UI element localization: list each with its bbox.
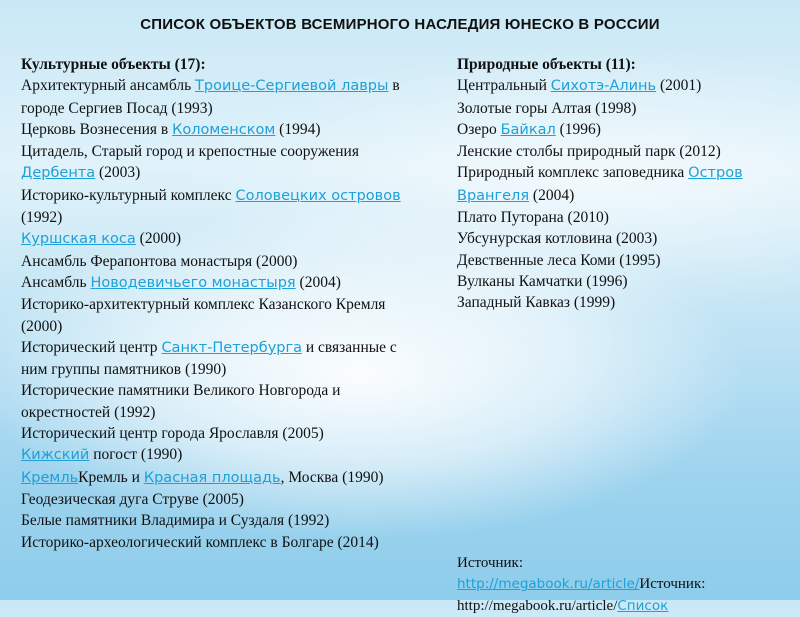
item-text: Архитектурный ансамбль [21, 77, 196, 95]
list-item [21, 185, 401, 229]
list-item [21, 423, 401, 444]
item-text: Ленские столбы природный парк (2012) [457, 143, 721, 161]
list-item [21, 228, 401, 250]
list-item [457, 250, 767, 271]
list-item [457, 271, 767, 292]
item-link[interactable]: Санкт-Петербурга [161, 339, 302, 356]
list-item [21, 119, 401, 141]
list-item [21, 380, 401, 423]
item-link[interactable]: Байкал [500, 121, 556, 138]
list-item [21, 75, 401, 119]
item-text: Исторический центр города Ярославля (2005) [21, 425, 324, 443]
natural-objects-list [457, 75, 767, 313]
item-text: Геодезическая дуга Струве (2005) [21, 490, 244, 508]
item-link[interactable]: Кремль [21, 469, 79, 486]
source-line-2 [457, 596, 787, 617]
item-text: Плато Путорана (2010) [457, 209, 609, 227]
item-text: погост (1990) [89, 446, 183, 464]
item-link[interactable]: Соловецких островов [235, 187, 401, 204]
item-text: Центральный [457, 77, 551, 95]
item-text: Природный комплекс заповедника [457, 164, 689, 182]
item-text: Историко-культурный комплекс [21, 186, 236, 204]
item-link[interactable]: Дербента [21, 165, 96, 182]
list-item [21, 444, 401, 466]
list-item [21, 251, 401, 272]
list-item [457, 207, 767, 228]
item-link[interactable]: Новодевичьего монастыря [90, 274, 296, 291]
list-item [21, 489, 401, 510]
item-text: Цитадель, Старый город и крепостные сооружения [21, 143, 359, 161]
item-text: Западный Кавказ (1999) [457, 294, 616, 312]
source-link-2[interactable]: Список [617, 597, 669, 614]
item-text: Историко-археологический комплекс в Болгаре (2014) [21, 533, 379, 551]
item-text: Ансамбль Ферапонтова монастыря (2000) [21, 252, 298, 270]
item-link[interactable]: Троице-Сергиевой лавры [195, 78, 389, 95]
list-item [457, 98, 767, 119]
natural-objects-heading: Природные объекты (11): [457, 56, 636, 73]
item-text: (2000) [135, 230, 181, 248]
item-text: (2004) [529, 186, 575, 204]
item-text: Исторические памятники Великого Новгорода и окрестностей (1992) [21, 382, 341, 421]
item-text: (1994) [275, 120, 321, 138]
list-item [21, 532, 401, 553]
item-text: (2004) [295, 273, 341, 291]
cultural-objects-column [21, 54, 401, 553]
source-line [457, 574, 787, 595]
item-link[interactable]: Кижский [21, 447, 90, 464]
item-text: Белые памятники Владимира и Суздаля (1992) [21, 512, 330, 530]
source-text-2: http://megabook.ru/article/ [457, 597, 618, 614]
item-text: Вулканы Камчатки (1996) [457, 272, 628, 290]
list-item [457, 75, 767, 97]
list-item [21, 337, 401, 381]
item-text: (2001) [656, 77, 702, 95]
item-text: (2003) [95, 164, 141, 182]
list-item [457, 141, 767, 162]
item-text: Ансамбль [21, 273, 91, 291]
source-label-2: Источник: [639, 576, 706, 593]
item-text: Церковь Вознесения в [21, 120, 173, 138]
item-link[interactable]: Куршская коса [21, 231, 136, 248]
list-item [21, 272, 401, 294]
item-text: и связанные с ним группы памятников (1990) [21, 338, 397, 379]
item-link[interactable]: Красная площадь [143, 469, 281, 486]
source-block [457, 553, 787, 617]
natural-objects-column [457, 54, 767, 314]
page-title: СПИСОК ОБЪЕКТОВ ВСЕМИРНОГО НАСЛЕДИЯ ЮНЕСКО В РОССИИ [140, 16, 660, 33]
cultural-objects-list [21, 75, 401, 553]
list-item [457, 162, 767, 207]
item-text: (1992) [21, 209, 63, 227]
list-item [457, 228, 767, 249]
item-text: (1996) [555, 120, 601, 138]
item-text: Исторический центр [21, 338, 162, 356]
item-text: Кремль и [78, 468, 144, 486]
source-label: Источник: [457, 555, 524, 571]
item-link[interactable]: Коломенском [172, 121, 276, 138]
cultural-objects-heading: Культурные объекты (17): [21, 56, 206, 73]
item-text: Озеро [457, 120, 501, 138]
item-text: , Москва (1990) [280, 468, 384, 486]
item-text: Историко-архитектурный комплекс Казанского Кремля (2000) [21, 296, 386, 335]
item-link[interactable]: Сихотэ-Алинь [550, 78, 657, 95]
list-item [21, 141, 401, 185]
item-text: Убсунурская котловина (2003) [457, 230, 658, 248]
list-item [21, 510, 401, 531]
list-item [21, 294, 401, 337]
list-item [21, 467, 401, 489]
list-item [457, 292, 767, 313]
source-link[interactable]: http://megabook.ru/article/ [457, 576, 640, 593]
item-text: в городе Сергиев Посад (1993) [21, 77, 400, 117]
item-link[interactable]: Остров Врангеля [457, 165, 743, 204]
item-text: Золотые горы Алтая (1998) [457, 99, 637, 117]
list-item [457, 119, 767, 141]
item-text: Девственные леса Коми (1995) [457, 251, 661, 269]
